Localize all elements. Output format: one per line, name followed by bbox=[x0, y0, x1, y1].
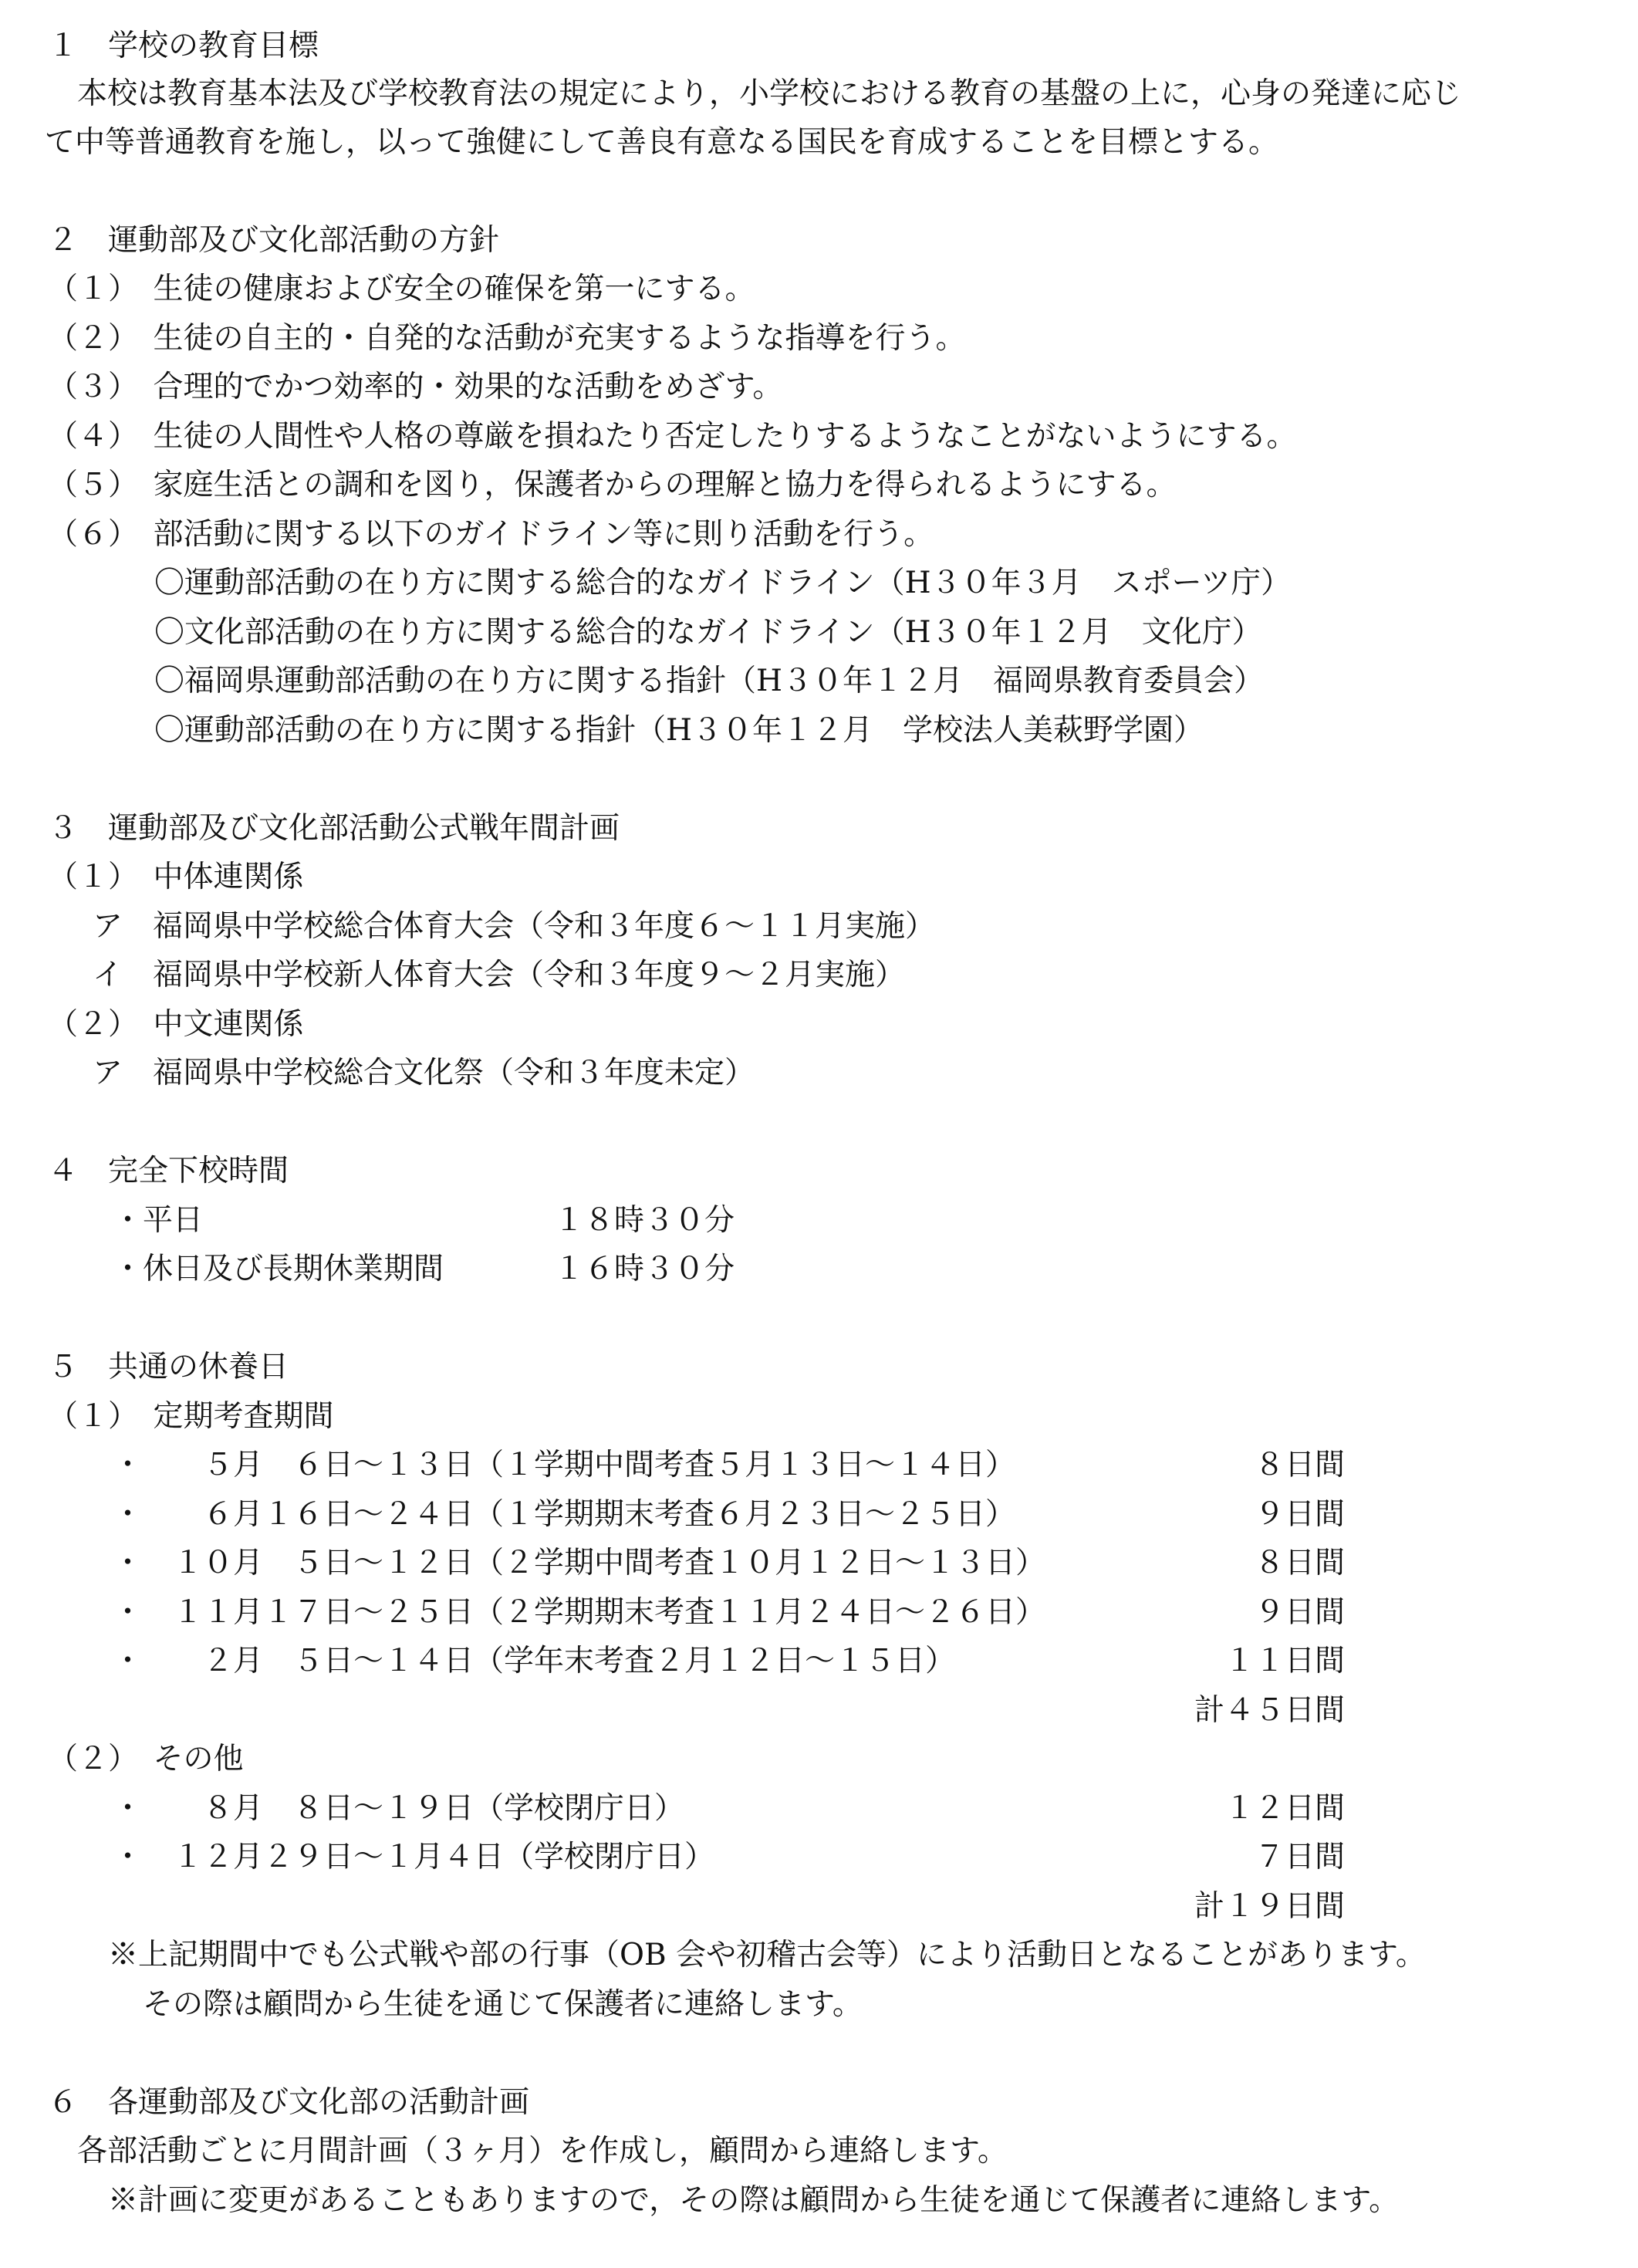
rest-day-note-continued: その際は顧問から生徒を通じて保護者に連絡します。 bbox=[143, 1987, 863, 2022]
section-1-paragraph-line-2: て中等普通教育を施し，以って強健にして善良有意なる国民を育成することを目標とする。 bbox=[45, 125, 1279, 160]
section-6-note: ※計画に変更があることもありますので，その際は顧問から生徒を通じて保護者に連絡します。 bbox=[108, 2183, 1400, 2218]
exam-period-days: ８日間 bbox=[1254, 1546, 1345, 1580]
exam-period-row: ・ １０月 ５日～１２日（２学期中間考査１０月１２日～１３日） bbox=[113, 1546, 1046, 1580]
exam-period-days: ８日間 bbox=[1254, 1448, 1345, 1482]
policy-item: （１） 生徒の健康および安全の確保を第一にする。 bbox=[48, 272, 755, 306]
policy-item: （６） 部活動に関する以下のガイドライン等に則り活動を行う。 bbox=[48, 517, 934, 552]
exam-period-days: ９日間 bbox=[1254, 1497, 1345, 1532]
section-6-heading: ６ 各運動部及び文化部の活動計画 bbox=[48, 2085, 530, 2120]
guideline-item: 〇文化部活動の在り方に関する総合的なガイドライン（H３０年１２月 文化庁） bbox=[154, 615, 1262, 650]
closure-period-row: ・ １２月２９日～１月４日（学校閉庁日） bbox=[113, 1840, 715, 1874]
section-3-heading: ３ 運動部及び文化部活動公式戦年間計画 bbox=[48, 811, 620, 846]
exam-period-days: １１日間 bbox=[1224, 1644, 1345, 1678]
section-5-heading: ５ 共通の休養日 bbox=[48, 1350, 289, 1384]
section-1-paragraph-line-1: 本校は教育基本法及び学校教育法の規定により，小学校における教育の基盤の上に，心身の発達に応じ bbox=[77, 76, 1462, 111]
competition-item: ア 福岡県中学校総合文化祭（令和３年度未定） bbox=[93, 1056, 755, 1090]
rest-day-category: （２） その他 bbox=[48, 1742, 244, 1776]
policy-item: （２） 生徒の自主的・自発的な活動が充実するような指導を行う。 bbox=[48, 321, 966, 356]
dismissal-label: ・平日 bbox=[113, 1203, 204, 1238]
exam-period-row: ・ １１月１７日～２５日（２学期期末考査１１月２４日～２６日） bbox=[113, 1595, 1046, 1630]
exam-period-days: ９日間 bbox=[1254, 1595, 1345, 1630]
guideline-item: 〇福岡県運動部活動の在り方に関する指針（H３０年１２月 福岡県教育委員会） bbox=[154, 664, 1265, 698]
closure-period-days: １２日間 bbox=[1224, 1791, 1345, 1826]
rest-day-category: （１） 定期考査期間 bbox=[48, 1399, 334, 1434]
policy-item: （３） 合理的でかつ効率的・効果的な活動をめざす。 bbox=[48, 370, 783, 404]
exam-total-days: 計４５日間 bbox=[1194, 1693, 1345, 1728]
exam-period-row: ・ ５月 ６日～１３日（１学期中間考査５月１３日～１４日） bbox=[113, 1448, 1016, 1482]
guideline-item: 〇運動部活動の在り方に関する総合的なガイドライン（H３０年３月 スポーツ庁） bbox=[154, 566, 1292, 600]
exam-period-row: ・ ６月１６日～２４日（１学期期末考査６月２３日～２５日） bbox=[113, 1497, 1016, 1532]
dismissal-label: ・休日及び長期休業期間 bbox=[113, 1252, 444, 1286]
section-6-paragraph: 各部活動ごとに月間計画（３ヶ月）を作成し，顧問から連絡します。 bbox=[77, 2134, 1008, 2168]
policy-item: （４） 生徒の人間性や人格の尊厳を損ねたり否定したりするようなことがないようにする。 bbox=[48, 419, 1297, 454]
competition-category: （１） 中体連関係 bbox=[48, 860, 304, 894]
rest-day-note: ※上記期間中でも公式戦や部の行事（OB 会や初稽古会等）により活動日となることがあります。 bbox=[108, 1938, 1426, 1972]
dismissal-time: １６時３０分 bbox=[554, 1252, 735, 1286]
section-4-heading: ４ 完全下校時間 bbox=[48, 1154, 289, 1188]
competition-item: ア 福岡県中学校総合体育大会（令和３年度６～１１月実施） bbox=[93, 909, 936, 944]
exam-period-row: ・ ２月 ５日～１４日（学年末考査２月１２日～１５日） bbox=[113, 1644, 956, 1678]
closure-period-row: ・ ８月 ８日～１９日（学校閉庁日） bbox=[113, 1791, 685, 1826]
section-1-heading: １ 学校の教育目標 bbox=[48, 29, 319, 63]
policy-item: （５） 家庭生活との調和を図り，保護者からの理解と協力を得られるようにする。 bbox=[48, 468, 1177, 502]
section-2-heading: ２ 運動部及び文化部活動の方針 bbox=[48, 223, 500, 258]
dismissal-time: １８時３０分 bbox=[554, 1203, 735, 1238]
competition-category: （２） 中文連関係 bbox=[48, 1007, 304, 1042]
competition-item: イ 福岡県中学校新人体育大会（令和３年度９～２月実施） bbox=[93, 958, 906, 992]
closure-period-days: ７日間 bbox=[1254, 1840, 1345, 1874]
guideline-item: 〇運動部活動の在り方に関する指針（H３０年１２月 学校法人美萩野学園） bbox=[154, 713, 1204, 748]
closure-total-days: 計１９日間 bbox=[1194, 1889, 1345, 1924]
